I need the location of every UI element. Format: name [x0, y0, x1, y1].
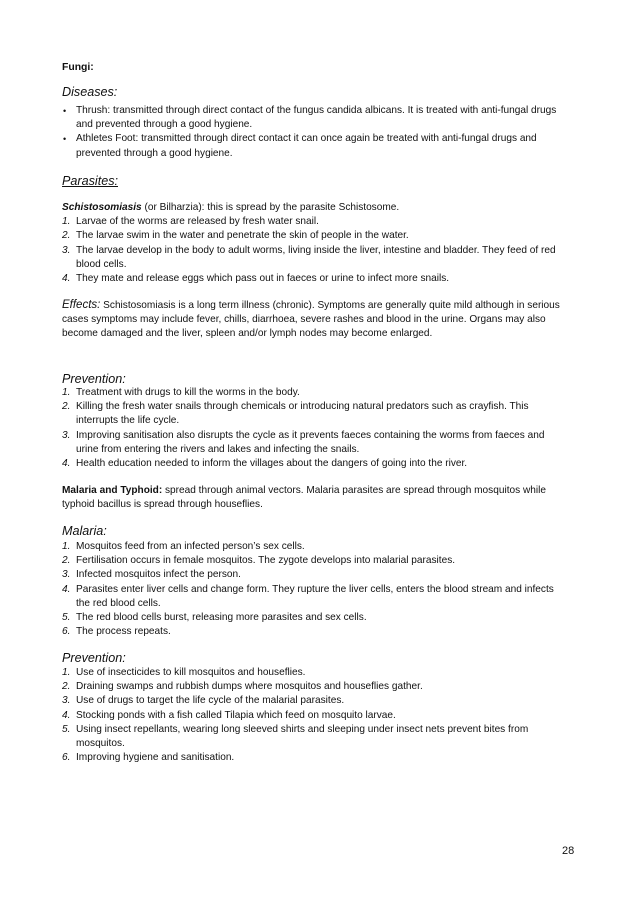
- schistosomiasis-intro: Schistosomiasis (or Bilharzia): this is spread by the parasite Schistosome.: [62, 202, 400, 213]
- list-item: 4. Parasites enter liver cells and change form. They rupture the liver cells, enters the blood stream and infects the red blood cells.: [62, 583, 554, 609]
- list-item: 1. Treatment with drugs to kill the worms in the body.: [62, 387, 300, 398]
- fungi-heading: Fungi:: [62, 62, 94, 73]
- list-item: 2. The larvae swim in the water and penetrate the skin of people in the water.: [62, 230, 409, 242]
- bullet-marker: •: [63, 134, 67, 145]
- parasites-heading: Parasites:: [62, 174, 118, 188]
- malaria-list: [62, 540, 562, 639]
- list-item: 1. Larvae of the worms are released by fresh water snail.: [62, 216, 319, 228]
- list-item: • Thrush: transmitted through direct contact of the fungus candida albicans. It is treated with anti-fungal drugs and prevented through a good hygiene.: [63, 105, 557, 131]
- list-item: 6. The process repeats.: [62, 626, 171, 638]
- list-item: 5. Using insect repellants, wearing long sleeved shirts and sleeping under insect nets prevent bites from mosquitos.: [62, 723, 529, 750]
- list-item: 1. Mosquitos feed from an infected person’s sex cells.: [62, 541, 305, 552]
- effects-paragraph: Effects: Schistosomiasis is a long term illness (chronic). Symptoms are generally quite mild although in serious cases symptoms may include fever, chills, diarrhoea, severe rashes and blood in the urine. Organs may also become damaged and the liver, spleen and/or lymph nodes may become enlarged.: [62, 299, 560, 340]
- page-number: 28: [562, 845, 575, 857]
- list-item: 3. Use of drugs to target the life cycle of the malarial parasites.: [62, 695, 345, 707]
- list-item: 1. Use of insecticides to kill mosquitos and houseflies.: [62, 667, 306, 678]
- list-item: 4. They mate and release eggs which pass out in faeces or urine to infect more snails.: [62, 273, 450, 285]
- diseases-heading: Diseases:: [62, 85, 118, 99]
- list-item: 2. Fertilisation occurs in female mosquitos. The zygote develops into malarial parasites.: [62, 555, 456, 567]
- malaria-heading: Malaria:: [62, 524, 107, 538]
- prevention-heading: Prevention:: [62, 372, 126, 386]
- list-item: 3. Infected mosquitos infect the person.: [62, 569, 241, 581]
- list-item: 2. Draining swamps and rubbish dumps where mosquitos and houseflies gather.: [62, 681, 423, 693]
- prevention-list: [62, 386, 562, 471]
- schistosomiasis-section: [62, 201, 562, 286]
- list-item: 4. Health education needed to inform the villages about the dangers of going into the river.: [62, 458, 468, 470]
- list-item: 3. The larvae develop in the body to adult worms, living inside the liver, intestine and bladder. They feed of red blood cells.: [62, 244, 556, 270]
- list-item: • Athletes Foot: transmitted through direct contact it can once again be treated with anti-fungal drugs and prevented through a good hygiene.: [63, 133, 537, 159]
- prevention-heading: Prevention:: [62, 651, 126, 665]
- bullet-marker: •: [63, 106, 67, 116]
- list-item: 6. Improving hygiene and sanitisation.: [62, 752, 235, 764]
- malaria-typhoid-paragraph: Malaria and Typhoid: spread through animal vectors. Malaria parasites are spread through mosquitos while typhoid bacillus is spread through houseflies.: [62, 485, 546, 511]
- list-item: 5. The red blood cells burst, releasing more parasites and sex cells.: [62, 612, 367, 624]
- list-item: 2. Killing the fresh water snails through chemicals or introducing natural predators such as crayfish. This interrupts the life cycle.: [62, 401, 529, 427]
- list-item: 3. Improving sanitisation also disrupts the cycle as it prevents faeces containing the worms from faeces and urine from entering the rivers and lakes and infecting the snails.: [62, 429, 545, 455]
- list-item: 4. Stocking ponds with a fish called Tilapia which feed on mosquito larvae.: [62, 709, 396, 721]
- diseases-list: [62, 104, 562, 161]
- malaria-prevention-list: [62, 666, 562, 765]
